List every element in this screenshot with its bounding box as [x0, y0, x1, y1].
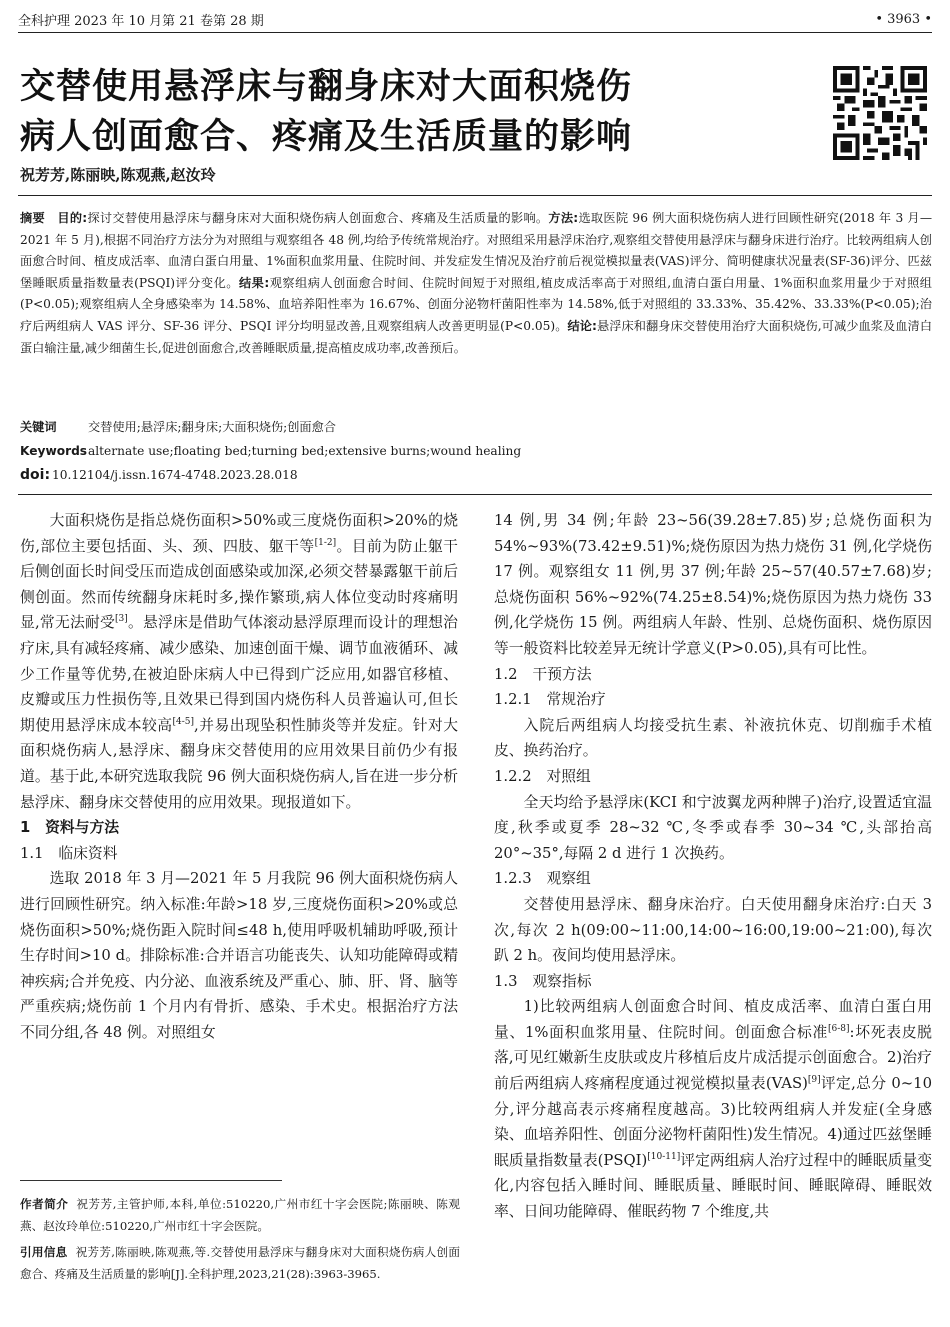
citation-ref[interactable]: [10-11] [647, 1151, 681, 1162]
footnote-rule [20, 1180, 282, 1181]
citation-footnote-text: 祝芳芳,陈丽映,陈观燕,等.交替使用悬浮床与翻身床对大面积烧伤病人创面愈合、疼痛及生活质量的影响[J].全科护理,2023,21(28):3963-3965. [20, 1245, 460, 1281]
results-text: 观察组病人创面愈合时间、住院时间短于对照组,植皮成活率高于对照组,血清白蛋白用量、1%面积血浆用量少于对照组(P<0.05);观察组病人全身感染率为 14.58%、血培养阳性率为 16.67%、创面分泌物杆菌阳性率为 14.58%,低于对照组的 33.33%、35.42%、33.33%(P<0.05);治疗后两组病人 VAS 评分、SF-36 评分、PSQI 评分均明显改善,且观察组病人改善更明显(P<0.05)。 [20, 275, 932, 333]
abstract-label: 摘要 [20, 211, 45, 225]
paragraph-1-3 [494, 994, 932, 1224]
intro-text-3: 。悬浮床是借助气体滚动悬浮原理而设计的理想治疗床,具有减轻疼痛、减少感染、加速创面干燥、调节血液循环、减少工作量等优势,在被迫卧床病人中已得到广泛应用,如器官移植、皮瓣或压力性损伤等,且效果已得到国内烧伤科人员普遍认可,但长期使用悬浮床成本较高 [20, 614, 458, 734]
article-title [20, 62, 810, 162]
intro-text-1: 大面积烧伤是指总烧伤面积>50%或三度烧伤面积>20%的烧伤,部位主要包括面、头、颈、四肢、躯干等 [20, 512, 458, 555]
doi-line [20, 465, 298, 485]
citation-footnote-label: 引用信息 [20, 1245, 68, 1259]
objective-label: 目的: [57, 211, 88, 225]
intro-text-2: 。目前为防止躯干后侧创面长时间受压而造成创面感染或加深,必须交替暴露躯干前后侧创面。然而传统翻身床耗时多,操作繁琐,病人体位变动时疼痛明显,常无法耐受 [20, 537, 458, 632]
conclusion-text: 悬浮床和翻身床交替使用治疗大面积烧伤,可减少血浆及血清白蛋白输注量,减少细菌生长,促进创面愈合,改善睡眠质量,提高植皮成功率,改善预后。 [20, 318, 933, 355]
conclusion-label: 结论: [567, 318, 597, 333]
author-list: 祝芳芳,陈丽映,陈观燕,赵汝玲 [20, 166, 216, 184]
keywords-en [20, 441, 521, 461]
subsection-heading-1-3: 1.3 观察指标 [494, 972, 592, 990]
doi-label: doi: [20, 467, 51, 483]
objective-text: 探讨交替使用悬浮床与翻身床对大面积烧伤病人创面愈合、疼痛及生活质量的影响。 [87, 211, 549, 225]
subsection-heading-1-1: 1.1 临床资料 [20, 844, 118, 862]
keywords-en-text: alternate use;floating bed;turning bed;extensive burns;wound healing [88, 444, 522, 458]
doi-link[interactable]: 10.12104/j.issn.1674-4748.2023.28.018 [52, 468, 298, 482]
title-line-2: 病人创面愈合、疼痛及生活质量的影响 [20, 117, 633, 157]
qr-code-icon[interactable] [833, 66, 927, 160]
author-footnote-text: 祝芳芳,主管护师,本科,单位:510220,广州市红十字会医院;陈丽映、陈观燕、赵汝玲单位:510220,广州市红十字会医院。 [20, 1197, 460, 1233]
author-footnote [20, 1193, 460, 1237]
paragraph-1-2-1: 入院后两组病人均接受抗生素、补液抗休克、切削痂手术植皮、换药治疗。 [494, 716, 932, 760]
p13-text-1: 1)比较两组病人创面愈合时间、植皮成活率、血清白蛋白用量、1%面积血浆用量、住院时间。创面愈合标准 [494, 998, 932, 1041]
subsection-heading-1-2-3: 1.2.3 观察组 [494, 870, 591, 888]
citation-ref[interactable]: [4-5] [172, 716, 195, 727]
title-line-1: 交替使用悬浮床与翻身床对大面积烧伤 [20, 67, 633, 107]
citation-ref[interactable]: [1-2] [314, 537, 337, 548]
p13-text-2: :坏死表皮脱落,可见红嫩新生皮肤或皮片移植后皮片成活提示创面愈合。2)治疗前后两组病人疼痛程度通过视觉模拟量表(VAS) [494, 1023, 932, 1093]
p13-text-3: 评定,总分 0~10 分,评分越高表示疼痛程度越高。3)比较两组病人并发症(全身感染、血培养阳性、创面分泌物杆菌阳性)发生情况。4)通过匹兹堡睡眠质量指数量表(PSQI) [494, 1075, 932, 1169]
citation-ref[interactable]: [6-8] [828, 1023, 850, 1034]
subsection-heading-1-2-1: 1.2.1 常规治疗 [494, 691, 606, 709]
keywords-zh [20, 417, 336, 437]
results-label: 结果: [238, 275, 270, 290]
keywords-zh-label: 关键词 [20, 420, 57, 434]
left-column [20, 508, 458, 1045]
subsection-heading-1-2: 1.2 干预方法 [494, 665, 592, 683]
abstract-rule [18, 494, 932, 495]
title-rule [18, 195, 932, 196]
intro-paragraph [20, 508, 458, 815]
section-heading-1: 1 资料与方法 [20, 819, 120, 837]
author-footnote-label: 作者简介 [20, 1197, 69, 1211]
page-number: • 3963 • [875, 11, 932, 27]
methods-label: 方法: [548, 211, 579, 225]
header-rule [18, 32, 932, 33]
p13-text-4: 评定两组病人治疗过程中的睡眠质量变化,内容包括入睡时间、睡眠质量、睡眠时间、睡眠障碍、睡眠效率、日间功能障碍、催眠药物 7 个维度,共 [494, 1151, 932, 1221]
paragraph-1-1-cont: 14 例,男 34 例;年龄 23~56(39.28±7.85)岁;总烧伤面积为 54%~93%(73.42±9.51)%;烧伤原因为热力烧伤 31 例,化学烧伤 17 例。观察组女 11 例,男 37 例;年龄 25~57(40.57±7.68)岁;总烧伤面积 56%~92%(74.25±8.54)%;烧伤原因为热力烧伤 33 例,化学烧伤 15 例。两组病人年龄、性别、总烧伤面积、烧伤原因等一般资料比较差异无统计学意义(P>0.05),具有可比性。 [494, 512, 932, 657]
right-column [494, 508, 932, 1225]
paragraph-1-1: 选取 2018 年 3 月—2021 年 5 月我院 96 例大面积烧伤病人进行回顾性研究。纳入标准:年龄>18 岁,三度烧伤面积>20%或总烧伤面积>50%;烧伤距入院时间≤48 h,使用呼吸机辅助呼吸,预计生存时间>10 d。排除标准:合并语言功能丧失、认知功能障碍或精神疾病;合并免疫、内分泌、血液系统及严重心、肺、肝、肾、脑等严重疾病;烧伤前 1 个月内有骨折、感染、手术史。根据治疗方法不同分组,各 48 例。对照组女 [20, 870, 458, 1041]
running-head [18, 8, 932, 30]
citation-ref[interactable]: [9] [807, 1075, 821, 1086]
paragraph-1-2-2: 全天均给予悬浮床(KCI 和宁波翼龙两种牌子)治疗,设置适宜温度,秋季或夏季 28~32 ℃,冬季或春季 30~34 ℃,头部抬高 20°~35°,每隔 2 d 进行 1 次换药。 [494, 793, 932, 862]
abstract [20, 208, 932, 359]
journal-issue: 全科护理 2023 年 10 月第 21 卷第 28 期 [18, 13, 264, 29]
citation-ref[interactable]: [3] [114, 614, 128, 625]
intro-text-4: ,并易出现坠积性肺炎等并发症。针对大面积烧伤病人,悬浮床、翻身床交替使用的应用效果目前仍少有报道。基于此,本研究选取我院 96 例大面积烧伤病人,旨在进一步分析悬浮床、翻身床交替使用的应用效果。现报道如下。 [20, 716, 458, 811]
subsection-heading-1-2-2: 1.2.2 对照组 [494, 767, 591, 785]
citation-footnote [20, 1241, 460, 1285]
keywords-en-label: Keywords [20, 444, 88, 458]
methods-text: 选取医院 96 例大面积烧伤病人进行回顾性研究(2018 年 3 月—2021 年 5 月),根据不同治疗方法分为对照组与观察组各 48 例,均给予传统常规治疗。对照组采用悬浮床治疗,观察组交替使用悬浮床与翻身床进行治疗。比较两组病人创面愈合时间、植皮成活率、血清白蛋白用量、1%面积血浆用量、住院时间、并发症发生情况及治疗前后视觉模拟量表(VAS)评分、简明健康状况量表(SF-36)评分、匹兹堡睡眠质量指数量表(PSQI)评分变化。 [20, 211, 933, 290]
paragraph-1-2-3: 交替使用悬浮床、翻身床治疗。白天使用翻身床治疗:白天 3 次,每次 2 h(09:00~11:00,14:00~16:00,19:00~21:00),每次趴 2 h。夜间均使用悬浮床。 [494, 895, 932, 965]
keywords-zh-text: 交替使用;悬浮床;翻身床;大面积烧伤;创面愈合 [88, 420, 336, 434]
